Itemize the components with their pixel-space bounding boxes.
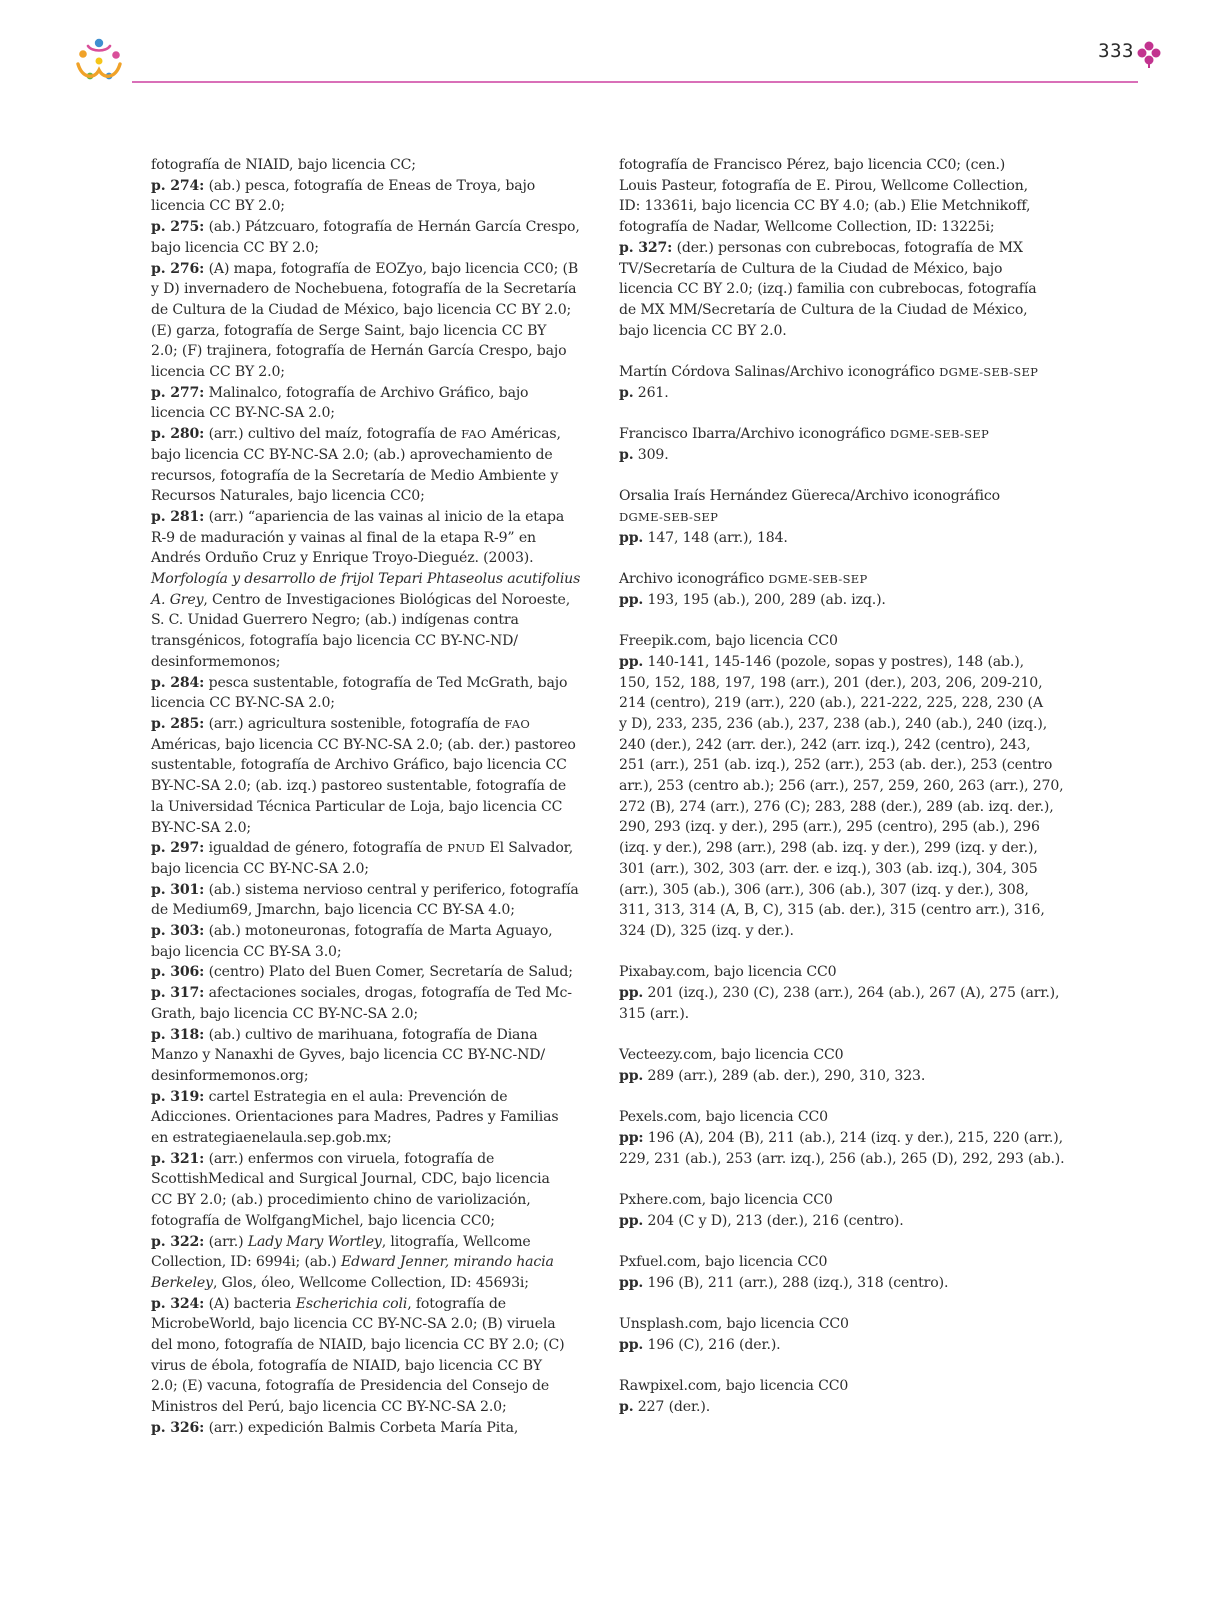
text-run: fotografía de Francisco Pérez, bajo licencia CC0; (cen.): [619, 157, 1006, 173]
text-run: fotografía de NIAID, bajo licencia CC;: [151, 157, 416, 173]
paragraph-gap: [619, 1169, 1059, 1190]
text-run: Adicciones. Orientaciones para Madres, Padres y Familias: [151, 1109, 559, 1126]
text-run: igualdad de género, fotografía de: [204, 840, 448, 857]
text-line: [151, 486, 591, 507]
text-run: CC BY 2.0; (ab.) procedimiento chino de variolización,: [151, 1192, 531, 1209]
text-run: Morfología y desarrollo de frijol Tepari Phtaseolus acutifolius: [151, 571, 581, 588]
text-run: 196 (A), 204 (B), 211 (ab.), 214 (izq. y der.), 215, 220 (arr.),: [643, 1129, 1063, 1146]
text-line: [151, 321, 591, 342]
text-run: Malinalco, fotografía de Archivo Gráfico, bajo: [204, 384, 529, 401]
text-line: [151, 1418, 591, 1439]
text-line: [619, 321, 1059, 342]
text-line: [151, 238, 591, 259]
page-reference: p. 280:: [151, 426, 205, 443]
text-line: [619, 900, 1059, 921]
text-run: BY-NC-SA 2.0; (ab. izq.) pastoreo sustentable, fotografía de: [151, 778, 567, 795]
text-line: [619, 652, 1059, 673]
paragraph-gap: [619, 548, 1059, 569]
text-run: licencia CC BY-NC-SA 2.0;: [151, 405, 335, 422]
text-run: TV/Secretaría de Cultura de la Ciudad de México, bajo: [619, 260, 1003, 277]
text-run: Edward Jenner, mirando hacia: [340, 1254, 554, 1271]
text-run: de MX MM/Secretaría de Cultura de la Ciudad de México,: [619, 301, 1028, 318]
text-run: Francisco Ibarra/Archivo iconográfico: [619, 426, 890, 443]
text-run: 315 (arr.).: [619, 1005, 690, 1022]
paragraph-gap: [619, 1024, 1059, 1045]
text-line: [619, 279, 1059, 300]
text-run: 240 (der.), 242 (arr. der.), 242 (arr. izq.), 242 (centro), 243,: [619, 736, 1031, 753]
text-line: [619, 859, 1059, 880]
text-run: Vecteezy.com, bajo licencia CC0: [619, 1047, 844, 1064]
page-reference: pp.: [619, 1336, 644, 1353]
text-line: [151, 1107, 591, 1128]
text-line: [151, 1149, 591, 1170]
text-run: 196 (B), 211 (arr.), 288 (izq.), 318 (centro).: [643, 1274, 949, 1291]
text-line: [151, 797, 591, 818]
logo-icon: [72, 34, 126, 84]
text-line: [151, 983, 591, 1004]
text-line: [151, 1190, 591, 1211]
page-reference: p. 324:: [151, 1295, 205, 1312]
text-line: [619, 1128, 1063, 1149]
text-line: [619, 486, 1059, 507]
text-run: DGME-SEB-SEP: [768, 572, 868, 586]
text-run: 324 (D), 325 (izq. y der.).: [619, 922, 794, 939]
page-reference: p. 277:: [151, 384, 205, 401]
text-run: Pixabay.com, bajo licencia CC0: [619, 964, 837, 981]
text-run: S. C. Unidad Guerrero Negro; (ab.) indígenas contra: [151, 612, 519, 629]
text-line: [151, 176, 591, 197]
page-reference: p. 318:: [151, 1026, 205, 1043]
page-reference: p. 321:: [151, 1150, 205, 1167]
paragraph-gap: [619, 403, 1059, 424]
text-line: [151, 921, 591, 942]
text-run: Manzo y Nanaxhi de Gyves, bajo licencia CC BY-NC-ND/: [151, 1047, 546, 1064]
text-run: MicrobeWorld, bajo licencia CC BY-NC-SA 2.0; (B) viruela: [151, 1316, 556, 1333]
text-run: 272 (B), 274 (arr.), 276 (C); 283, 288 (der.), 289 (ab. izq. der.),: [619, 798, 1054, 815]
text-line: [619, 817, 1059, 838]
text-line: [151, 714, 591, 735]
text-line: [151, 155, 591, 176]
text-run: arr.), 253 (centro ab.); 256 (arr.), 257, 259, 260, 263 (arr.), 270,: [619, 778, 1064, 795]
text-line: [151, 1066, 591, 1087]
page-reference: pp:: [619, 1129, 644, 1146]
text-line: [619, 983, 1059, 1004]
text-line: [151, 693, 591, 714]
page-reference: p. 306:: [151, 964, 205, 981]
text-line: [619, 155, 1059, 176]
page-reference: pp.: [619, 591, 644, 608]
text-run: (centro) Plato del Buen Comer, Secretaría de Salud;: [204, 964, 573, 981]
text-run: Ministros del Perú, bajo licencia CC BY-NC-SA 2.0;: [151, 1399, 507, 1416]
text-run: (arr.) enfermos con viruela, fotografía de: [204, 1150, 495, 1167]
text-run: FAO: [461, 427, 487, 442]
text-run: 150, 152, 188, 197, 198 (arr.), 201 (der.), 203, 206, 209-210,: [619, 674, 1043, 691]
paragraph-gap: [619, 1294, 1059, 1315]
page-reference: p.: [619, 384, 634, 401]
text-run: de Medium69, Jmarchn, bajo licencia CC BY-SA 4.0;: [151, 902, 515, 919]
text-line: [619, 631, 1059, 652]
page-reference: pp.: [619, 653, 644, 670]
text-line: [619, 445, 1059, 466]
text-run: desinformemonos;: [151, 653, 281, 670]
text-run: (izq. y der.), 298 (arr.), 298 (ab. izq. y der.), 299 (izq. y der.),: [619, 840, 1038, 857]
text-line: [151, 569, 591, 590]
text-line: [151, 1045, 591, 1066]
text-line: [619, 1335, 1059, 1356]
text-line: [619, 1397, 1059, 1418]
text-run: Grath, bajo licencia CC BY-NC-SA 2.0;: [151, 1005, 418, 1022]
page-reference: p.: [619, 446, 634, 463]
text-line: [151, 776, 591, 797]
page-reference: p. 285:: [151, 715, 205, 732]
text-run: ScottishMedical and Surgical Journal, CDC, bajo licencia: [151, 1171, 550, 1188]
text-line: [151, 1335, 591, 1356]
text-line: [619, 1107, 1059, 1128]
text-line: [619, 673, 1059, 694]
page-reference: p. 284:: [151, 674, 205, 691]
text-line: [151, 424, 591, 445]
text-line: [151, 859, 591, 880]
text-run: (arr.) cultivo del maíz, fotografía de: [204, 426, 462, 443]
text-run: Recursos Naturales, bajo licencia CC0;: [151, 488, 425, 505]
text-line: [151, 341, 591, 362]
text-run: 227 (der.).: [633, 1399, 711, 1415]
paragraph-gap: [619, 466, 1059, 487]
flower-icon: [1136, 40, 1162, 68]
text-run: bajo licencia CC BY 2.0.: [619, 322, 787, 339]
text-line: [619, 921, 1059, 942]
credits-column-right: [619, 155, 1065, 1418]
text-run: Pxhere.com, bajo licencia CC0: [619, 1192, 833, 1209]
text-run: Lady Mary Wortley: [247, 1233, 382, 1250]
text-line: [619, 1376, 1059, 1397]
text-run: 201 (izq.), 230 (C), 238 (arr.), 264 (ab.), 267 (A), 275 (arr.),: [643, 985, 1060, 1002]
text-run: y D) invernadero de Nochebuena, fotografía de la Secretaría: [151, 281, 577, 298]
page-reference: pp.: [619, 1212, 644, 1229]
credits-column-left: [151, 155, 591, 1439]
page-reference: pp.: [619, 529, 644, 546]
text-line: [619, 383, 1059, 404]
text-line: [619, 1066, 1059, 1087]
text-run: recursos, fotografía de la Secretaría de Medio Ambiente y: [151, 467, 559, 484]
text-line: [151, 590, 591, 611]
text-line: [619, 838, 1059, 859]
text-line: [619, 362, 1059, 383]
text-run: (ab.) motoneuronas, fotografía de Marta Aguayo,: [204, 923, 553, 940]
text-line: [151, 1211, 591, 1232]
text-line: [151, 1087, 591, 1108]
text-line: [619, 1004, 1059, 1025]
text-line: [151, 818, 591, 839]
text-run: 261.: [633, 384, 669, 401]
text-run: Andrés Orduño Cruz y Enrique Troyo-Dieguéz. (2003).: [151, 550, 534, 567]
text-run: , Centro de Investigaciones Biológicas del Noroeste,: [203, 591, 571, 608]
page-reference: p. 301:: [151, 881, 205, 898]
text-line: [619, 217, 1059, 238]
text-line: [151, 1273, 591, 1294]
text-line: [151, 838, 591, 859]
text-line: [619, 880, 1059, 901]
page-reference: p. 317:: [151, 985, 205, 1002]
text-run: PNUD: [447, 841, 486, 856]
text-line: [151, 610, 591, 631]
text-run: licencia CC BY 2.0;: [151, 364, 285, 381]
text-line: [151, 1169, 591, 1190]
text-line: [151, 1252, 591, 1273]
text-run: 196 (C), 216 (der.).: [643, 1336, 781, 1353]
text-run: 301 (arr.), 302, 303 (arr. der. e izq.), 303 (ab. izq.), 304, 305: [619, 860, 1038, 877]
text-line: [151, 1294, 591, 1315]
page-reference: p. 275:: [151, 219, 205, 236]
text-run: (arr.) expedición Balmis Corbeta María Pita,: [204, 1419, 519, 1436]
text-run: 214 (centro), 219 (arr.), 220 (ab.), 221-222, 225, 228, 230 (A: [619, 695, 1043, 712]
text-line: [151, 279, 591, 300]
text-line: [619, 776, 1064, 797]
text-run: (ab.) cultivo de marihuana, fotografía de Diana: [204, 1026, 538, 1043]
text-line: [151, 466, 591, 487]
text-run: del mono, fotografía de NIAID, bajo licencia CC BY 2.0; (C): [151, 1337, 565, 1354]
text-run: pesca sustentable, fotografía de Ted McGrath, bajo: [204, 674, 568, 691]
text-run: , Glos, óleo, Wellcome Collection, ID: 45693i;: [212, 1274, 529, 1291]
text-run: ID: 13361i, bajo licencia CC BY 4.0; (ab.) Elie Metchnikoff,: [619, 198, 1031, 215]
page-number: 333: [1098, 40, 1134, 62]
text-line: [619, 1273, 1059, 1294]
text-line: [619, 1252, 1059, 1273]
text-line: [619, 569, 1059, 590]
text-line: [151, 755, 591, 776]
text-run: El Salvador,: [485, 840, 574, 857]
text-line: [619, 196, 1059, 217]
text-run: 2.0; (F) trajinera, fotografía de Hernán García Crespo, bajo: [151, 343, 567, 360]
paragraph-gap: [619, 942, 1059, 963]
text-run: licencia CC BY-NC-SA 2.0;: [151, 695, 335, 712]
text-run: desinformemonos.org;: [151, 1067, 309, 1084]
text-run: 290, 293 (izq. y der.), 295 (arr.), 295 (centro), 295 (ab.), 296: [619, 819, 1040, 836]
text-run: (arr.) agricultura sostenible, fotografía de: [204, 715, 505, 732]
page-reference: p. 303:: [151, 923, 205, 940]
text-line: [619, 714, 1059, 735]
text-run: R-9 de maduración y vainas al final de la etapa R-9” en: [151, 529, 536, 546]
text-run: (ab.) sistema nervioso central y periferico, fotografía: [204, 881, 579, 898]
text-run: Louis Pasteur, fotografía de E. Pirou, Wellcome Collection,: [619, 177, 1028, 194]
text-run: , fotografía de: [407, 1295, 506, 1312]
page-reference: p. 274:: [151, 177, 205, 194]
paragraph-gap: [619, 1087, 1059, 1108]
text-run: Freepik.com, bajo licencia CC0: [619, 633, 838, 650]
text-run: Collection, ID: 6994i; (ab.): [151, 1254, 341, 1271]
text-run: 204 (C y D), 213 (der.), 216 (centro).: [643, 1212, 904, 1229]
page-reference: p. 322:: [151, 1233, 205, 1250]
page-reference: p. 319:: [151, 1088, 205, 1105]
text-run: (A) bacteria: [204, 1295, 296, 1312]
text-run: y D), 233, 235, 236 (ab.), 237, 238 (ab.), 240 (ab.), 240 (izq.),: [619, 715, 1048, 732]
text-line: [151, 735, 591, 756]
text-line: [619, 1211, 1059, 1232]
text-run: afectaciones sociales, drogas, fotografía de Ted Mc-: [204, 985, 572, 1002]
page-reference: p. 297:: [151, 840, 205, 857]
text-line: [151, 1004, 591, 1025]
text-line: [151, 880, 591, 901]
text-run: bajo licencia CC BY-NC-SA 2.0;: [151, 860, 369, 877]
text-run: transgénicos, fotografía bajo licencia CC BY-NC-ND/: [151, 633, 518, 650]
text-line: [619, 424, 1059, 445]
text-line: [151, 1376, 591, 1397]
text-line: [619, 259, 1059, 280]
text-line: [151, 507, 591, 528]
page-reference: pp.: [619, 1067, 644, 1084]
text-run: Américas, bajo licencia CC BY-NC-SA 2.0; (ab. der.) pastoreo: [151, 736, 576, 753]
text-line: [151, 1128, 591, 1149]
text-run: Martín Córdova Salinas/Archivo iconográfico: [619, 364, 940, 381]
text-line: [619, 962, 1059, 983]
text-line: [151, 673, 591, 694]
text-line: [151, 383, 591, 404]
text-line: [619, 176, 1059, 197]
text-run: Américas,: [486, 426, 561, 443]
text-line: [151, 1397, 591, 1418]
text-run: Pexels.com, bajo licencia CC0: [619, 1109, 828, 1126]
text-run: 193, 195 (ab.), 200, 289 (ab. izq.).: [643, 591, 886, 608]
text-run: FAO: [504, 716, 531, 731]
text-run: licencia CC BY 2.0;: [151, 198, 285, 215]
text-line: [619, 1149, 1065, 1170]
text-run: DGME-SEB-SEP: [889, 427, 990, 442]
text-run: 2.0; (E) vacuna, fotografía de Presidencia del Consejo de: [151, 1378, 550, 1395]
text-line: [619, 238, 1059, 259]
text-line: [619, 755, 1059, 776]
text-run: 311, 313, 314 (A, B, C), 315 (ab. der.), 315 (centro arr.), 316,: [619, 902, 1045, 919]
text-run: (der.) personas con cubrebocas, fotografía de MX: [672, 239, 1023, 256]
text-run: licencia CC BY 2.0; (izq.) familia con cubrebocas, fotografía: [619, 281, 1037, 298]
text-line: [619, 735, 1059, 756]
text-run: Rawpixel.com, bajo licencia CC0: [619, 1378, 849, 1395]
text-line: [151, 631, 591, 652]
text-run: (ab.) Pátzcuaro, fotografía de Hernán García Crespo,: [204, 219, 580, 236]
text-run: 140-141, 145-146 (pozole, sopas y postres), 148 (ab.),: [643, 653, 1024, 670]
text-line: [151, 300, 591, 321]
text-line: [619, 300, 1059, 321]
text-run: 229, 231 (ab.), 253 (arr. izq.), 256 (ab.), 265 (D), 292, 293 (ab.).: [619, 1150, 1065, 1167]
text-run: (E) garza, fotografía de Serge Saint, bajo licencia CC BY: [151, 322, 547, 339]
text-run: cartel Estrategia en el aula: Prevención de: [204, 1088, 508, 1105]
text-line: [619, 1314, 1059, 1335]
text-line: [151, 962, 591, 983]
text-run: BY-NC-SA 2.0;: [151, 819, 252, 836]
text-run: 251 (arr.), 251 (ab. izq.), 252 (arr.), 253 (ab. der.), 253 (centro: [619, 757, 1053, 774]
text-line: [151, 548, 591, 569]
text-line: [151, 942, 591, 963]
paragraph-gap: [619, 341, 1059, 362]
page-reference: p. 276:: [151, 260, 205, 277]
text-line: [619, 590, 1059, 611]
text-run: bajo licencia CC BY-NC-SA 2.0; (ab.) aprovechamiento de: [151, 446, 553, 463]
text-line: [151, 652, 591, 673]
text-line: [619, 1045, 1059, 1066]
text-run: bajo licencia CC BY-SA 3.0;: [151, 943, 342, 960]
text-line: [151, 900, 591, 921]
text-run: fotografía de Nadar, Wellcome Collection, ID: 13225i;: [619, 219, 995, 236]
text-run: DGME-SEB-SEP: [619, 509, 719, 524]
text-run: Orsalia Iraís Hernández Güereca/Archivo iconográfico: [619, 488, 1000, 505]
text-run: de Cultura de la Ciudad de México, bajo licencia CC BY 2.0;: [151, 301, 572, 318]
text-line: [151, 196, 591, 217]
text-run: Pxfuel.com, bajo licencia CC0: [619, 1254, 828, 1271]
text-run: , litografía, Wellcome: [381, 1233, 531, 1250]
text-run: A. Grey: [151, 591, 204, 608]
text-run: (arr.): [204, 1233, 248, 1250]
text-run: 147, 148 (arr.), 184.: [643, 529, 788, 546]
page-reference: p. 326:: [151, 1419, 205, 1436]
page-reference: p. 327:: [619, 239, 673, 256]
text-run: Unsplash.com, bajo licencia CC0: [619, 1316, 849, 1333]
text-run: 309.: [633, 446, 669, 463]
text-run: bajo licencia CC BY 2.0;: [151, 239, 319, 256]
page-reference: pp.: [619, 985, 644, 1002]
text-run: fotografía de WolfgangMichel, bajo licencia CC0;: [151, 1212, 495, 1229]
page-reference: pp.: [619, 1274, 644, 1291]
page-reference: p.: [619, 1399, 634, 1415]
text-line: [619, 693, 1059, 714]
text-line: [151, 217, 591, 238]
text-run: virus de ébola, fotografía de NIAID, bajo licencia CC BY: [151, 1357, 542, 1374]
text-run: Archivo iconográfico: [619, 571, 769, 587]
text-run: en estrategiaenelaula.sep.gob.mx;: [151, 1130, 392, 1147]
text-line: [619, 507, 1059, 528]
text-run: la Universidad Técnica Particular de Loja, bajo licencia CC: [151, 798, 563, 815]
text-line: [151, 445, 591, 466]
text-run: sustentable, fotografía de Archivo Gráfico, bajo licencia CC: [151, 757, 567, 774]
text-run: 289 (arr.), 289 (ab. der.), 290, 310, 323.: [643, 1067, 926, 1084]
paragraph-gap: [619, 1231, 1059, 1252]
header-rule: [132, 81, 1138, 83]
text-run: (ab.) pesca, fotografía de Eneas de Troya, bajo: [204, 177, 536, 194]
text-line: [619, 797, 1059, 818]
page-reference: p. 281:: [151, 508, 205, 525]
text-line: [151, 1356, 591, 1377]
text-line: [151, 1232, 591, 1253]
text-run: Berkeley: [151, 1274, 213, 1291]
text-line: [619, 1190, 1059, 1211]
text-run: Escherichia coli: [295, 1295, 408, 1312]
text-line: [151, 1025, 591, 1046]
text-run: DGME-SEB-SEP: [939, 365, 1039, 380]
text-line: [151, 259, 591, 280]
text-run: (arr.), 305 (ab.), 306 (arr.), 306 (ab.), 307 (izq. y der.), 308,: [619, 881, 1029, 898]
paragraph-gap: [619, 1356, 1059, 1377]
text-line: [151, 362, 591, 383]
text-run: (arr.) “apariencia de las vainas al inicio de la etapa: [204, 508, 565, 525]
text-run: (A) mapa, fotografía de EOZyo, bajo licencia CC0; (B: [204, 260, 579, 277]
text-line: [151, 1314, 591, 1335]
text-line: [151, 403, 591, 424]
text-line: [151, 528, 591, 549]
text-line: [619, 528, 1059, 549]
paragraph-gap: [619, 610, 1059, 631]
